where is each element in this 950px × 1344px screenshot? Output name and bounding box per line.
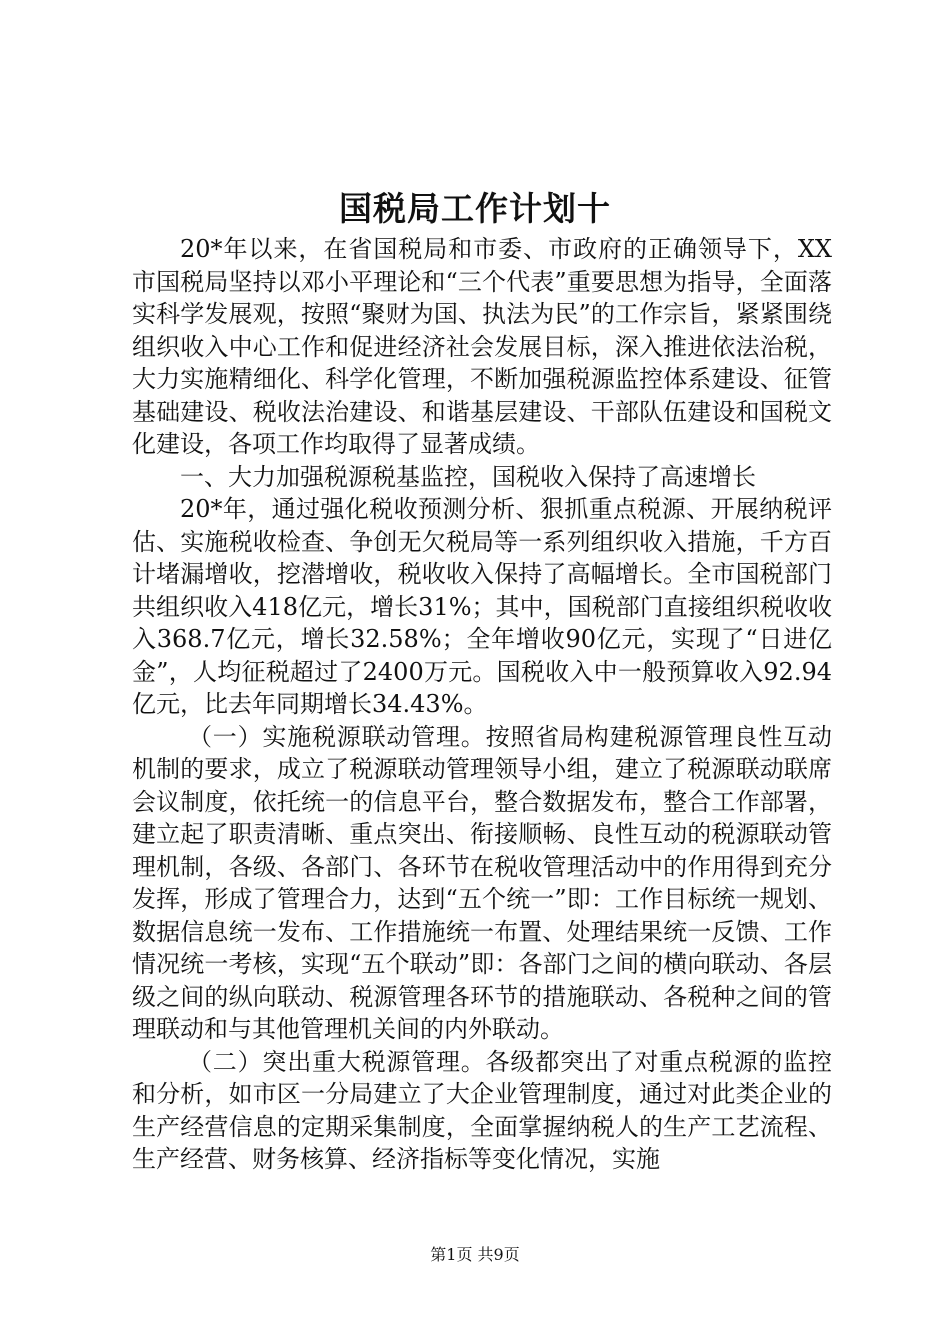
intro-paragraph: 20*年以来，在省国税局和市委、市政府的正确领导下，XX市国税局坚持以邓小平理论和“三个代表”重要思想为指导，全面落实科学发展观，按照“聚财为国、执法为民”的工作宗旨，紧紧围绕组织收入中心工作和促进经济社会发展目标，深入推进依法治税，大力实施精细化、科学化管理，不断加强税源监控体系建设、征管基础建设、税收法治建设、和谐基层建设、干部队伍建设和国税文化建设，各项工作均取得了显著成绩。	[132, 235, 832, 458]
section-heading-1: 一、大力加强税源税基监控，国税收入保持了高速增长	[180, 462, 756, 491]
subsection-2-paragraph: （二）突出重大税源管理。各级都突出了对重点税源的监控和分析，如市区一分局建立了大企业管理制度，通过对此类企业的生产经营信息的定期采集制度，全面掌握纳税人的生产工艺流程、生产经营、财务核算、经济指标等变化情况，实施	[132, 1047, 832, 1173]
page-number-footer: 第1页 共9页	[430, 1245, 520, 1264]
document-body	[132, 233, 832, 1176]
subsection-1-paragraph: （一）实施税源联动管理。按照省局构建税源管理良性互动机制的要求，成立了税源联动管理领导小组，建立了税源联动联席会议制度，依托统一的信息平台，整合数据发布，整合工作部署，建立起了职责清晰、重点突出、衔接顺畅、良性互动的税源联动管理机制，各级、各部门、各环节在税收管理活动中的作用得到充分发挥，形成了管理合力，达到“五个统一”即：工作目标统一规划、数据信息统一发布、工作措施统一布置、处理结果统一反馈、工作情况统一考核，实现“五个联动”即：各部门之间的横向联动、各层级之间的纵向联动、税源管理各环节的措施联动、各税种之间的管理联动和与其他管理机关间的内外联动。	[132, 722, 832, 1043]
section-1-paragraph: 20*年，通过强化税收预测分析、狠抓重点税源、开展纳税评估、实施税收检查、争创无欠税局等一系列组织收入措施，千方百计堵漏增收，挖潜增收，税收收入保持了高幅增长。全市国税部门共组织收入418亿元，增长31%；其中，国税部门直接组织税收收入368.7亿元，增长32.58%；全年增收90亿元，实现了“日进亿金”，人均征税超过了2400万元。国税收入中一般预算收入92.94亿元，比去年同期增长34.43%。	[132, 495, 832, 718]
document-title: 国税局工作计划十	[339, 189, 611, 228]
